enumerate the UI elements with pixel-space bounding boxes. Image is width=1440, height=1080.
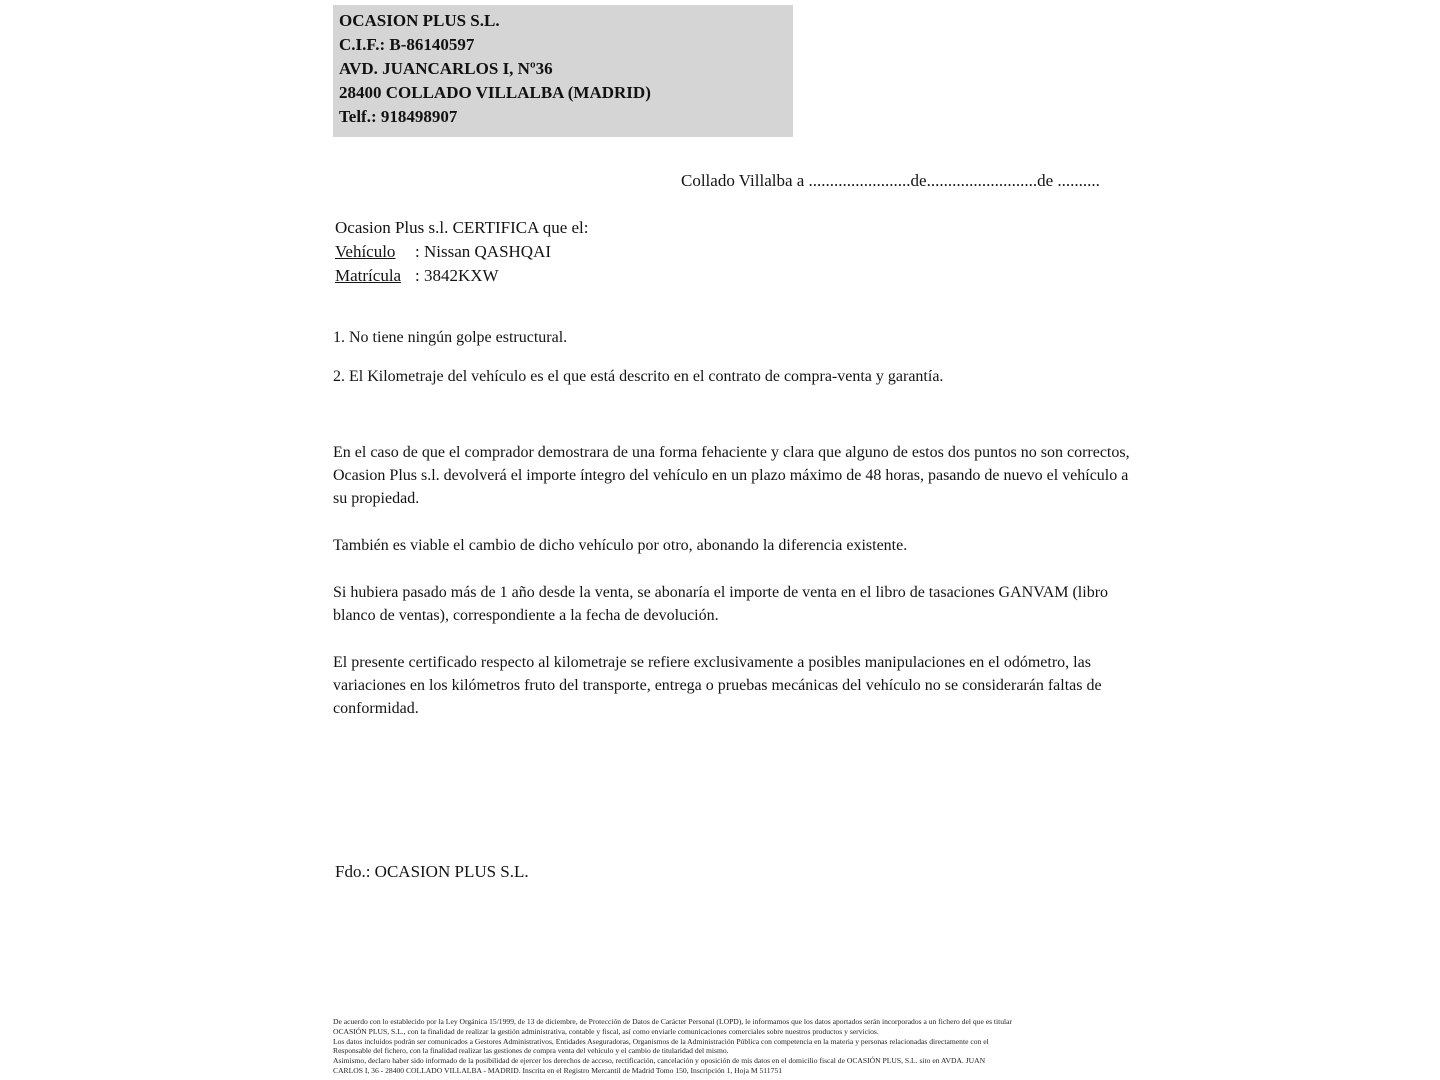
legal-line-1: De acuerdo con lo establecido por la Ley Orgánica 15/1999, de 13 de diciembre, de Protección de Datos de Carácter Personal (LOPD), le informamos que los datos aportados serán incorporados a un fichero del que es titular	[333, 1017, 1013, 1026]
vehicle-field	[335, 240, 589, 264]
letterhead-box	[333, 5, 793, 137]
vehicle-value: Nissan QASHQAI	[423, 242, 552, 261]
legal-line-3: Los datos incluidos podrán ser comunicados a Gestores Administrativos, Entidades Aseguradoras, Organismos de la Administración Pública con competencia en la materia y personas relacionadas directamente con el	[333, 1036, 989, 1046]
plate-value: 3842KXW	[423, 266, 499, 285]
legal-line-2: OCASIÓN PLUS, S.L., con la finalidad de realizar la gestión administrativa, contable y fiscal, así como enviarle comunicaciones comerciales sobre nuestros productos y servicios.	[333, 1026, 879, 1036]
vehicle-separator: :	[415, 242, 424, 261]
vehicle-label: Vehículo	[335, 242, 396, 261]
company-cif: C.I.F.: B-86140597	[339, 35, 475, 54]
paragraph-odometer-scope: El presente certificado respecto al kilometraje se refiere exclusivamente a posibles manipulaciones en el odómetro, las variaciones en los kilómetros fruto del transporte, entrega o pruebas mecánicas del vehículo no se considerarán faltas de conformidad.	[333, 654, 1102, 717]
certification-block	[335, 216, 589, 288]
company-phone: Telf.: 918498907	[339, 107, 458, 126]
certification-intro: Ocasion Plus s.l. CERTIFICA que el:	[335, 218, 589, 237]
certified-point-1: 1. No tiene ningún golpe estructural.	[333, 329, 568, 346]
legal-line-4: Responsable del fichero, con la finalidad realizar las gestiones de compra venta del vehículo y el cambio de titularidad del mismo.	[333, 1046, 729, 1056]
plate-label: Matrícula	[335, 266, 402, 285]
company-name: OCASION PLUS S.L.	[339, 11, 500, 30]
certified-points-list	[333, 326, 1143, 404]
legal-footer	[333, 1017, 1123, 1076]
plate-field	[335, 264, 589, 288]
place-date-line: Collado Villalba a ........................de..........................de ..........	[681, 171, 1100, 190]
company-city: 28400 COLLADO VILLALBA (MADRID)	[339, 83, 651, 102]
body-paragraphs	[333, 441, 1141, 744]
legal-line-5: Asimismo, declaro haber sido informado de la posibilidad de ejercer los derechos de acceso, rectificación, cancelación y oposición de mis datos en el domicilio fiscal de OCASIÓN PLUS, S.L. sito en AVDA. JUAN	[333, 1056, 986, 1066]
legal-line-6: CARLOS I, 36 - 28400 COLLADO VILLALBA - MADRID. Inscrita en el Registro Mercantil de Madrid Tomo 150, Inscripción 1, Hoja M 511751	[333, 1065, 782, 1075]
paragraph-exchange-option: También es viable el cambio de dicho vehículo por otro, abonando la diferencia existente.	[333, 537, 908, 554]
company-address: AVD. JUANCARLOS I, Nº36	[339, 59, 553, 78]
plate-separator: :	[415, 266, 424, 285]
certified-point-2: 2. El Kilometraje del vehículo es el que está descrito en el contrato de compra-venta y garantía.	[333, 368, 944, 385]
paragraph-ganvam-valuation: Si hubiera pasado más de 1 año desde la venta, se abonaría el importe de venta en el libro de tasaciones GANVAM (libro blanco de ventas), correspondiente a la fecha de devolución.	[333, 584, 1109, 624]
signature-line: Fdo.: OCASION PLUS S.L.	[335, 862, 529, 881]
paragraph-refund-terms: En el caso de que el comprador demostrara de una forma fehaciente y clara que alguno de estos dos puntos no son correctos, Ocasion Plus s.l. devolverá el importe íntegro del vehículo en un plazo máximo de 48 horas, pasando de nuevo el vehículo a su propiedad.	[333, 444, 1130, 507]
